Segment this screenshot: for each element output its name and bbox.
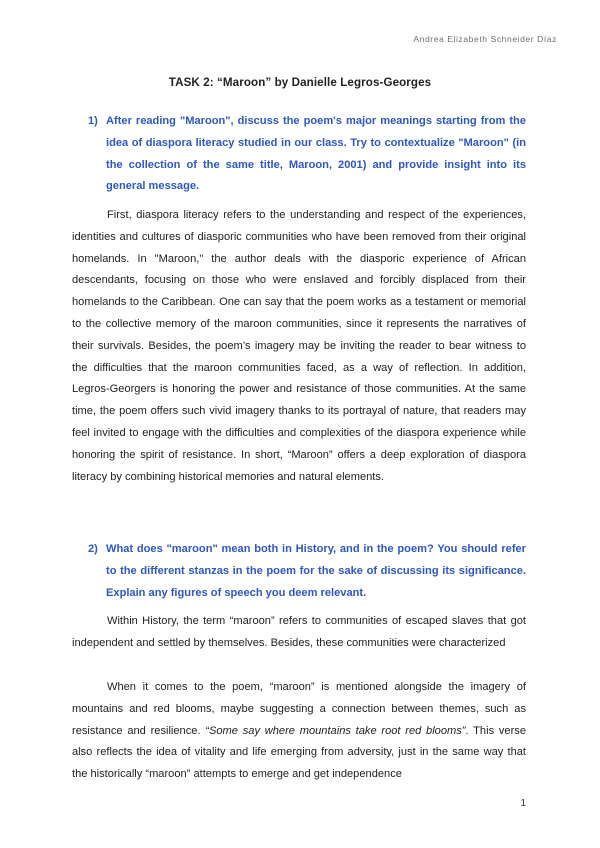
question-1 bbox=[88, 111, 526, 198]
header-author: Andrea Elizabeth Schneider Díaz bbox=[413, 34, 557, 44]
answer-2-quote: “Some say where mountains take root red blooms” bbox=[205, 724, 466, 737]
question-2-text: What does "maroon" mean both in History, and in the poem? You should refer to the different stanzas in the poem for the sake of discussing its significance. Explain any figures of speech you deem relevant. bbox=[106, 543, 526, 599]
answer-2-text-before-quote: When it comes to the poem, “maroon” is mentioned alongside the imagery of mountains and red blooms, maybe suggesting a connection between themes, such as resistance and resilience. bbox=[72, 681, 526, 737]
answer-2-paragraph-2 bbox=[72, 677, 526, 786]
answer-1-paragraph: First, diaspora literacy refers to the understanding and respect of the experiences, identities and cultures of diasporic communities who have been removed from their original homelands. In "Maroon," the author deals with the diasporic experience of African descendants, focusing on those who were enslaved and forcibly displaced from their homelands to the Caribbean. One can say that the poem works as a testament or memorial to the collective memory of the maroon communities, since it represents the narratives of their survivals. Besides, the poem’s imagery may be inviting the reader to bear witness to the difficulties that the maroon communities faced, as a way of reflection. In addition, Legros-Georgers is honoring the power and resistance of those communities. At the same time, the poem offers such vivid imagery thanks to its portrayal of nature, that readers may feel invited to engage with the difficulties and complexities of the diaspora experience while honoring the spirit of resistance. In short, “Maroon” offers a deep exploration of diaspora literacy by combining historical memories and natural elements. bbox=[72, 209, 526, 483]
question-2 bbox=[88, 539, 526, 604]
page-title: TASK 2: “Maroon” by Danielle Legros-Georges bbox=[168, 76, 432, 89]
answer-2-text-after-quote: . This verse also reflects the idea of vitality and life emerging from adversity, just in the same way that the historically “maroon” attempts to emerge and get independence bbox=[72, 724, 526, 781]
question-1-number: 1) bbox=[88, 115, 98, 127]
question-2-number: 2) bbox=[88, 543, 98, 555]
question-1-text: After reading "Maroon", discuss the poem's major meanings starting from the idea of diaspora literacy studied in our class. Try to contextualize "Maroon" (in the collection of the same title, Maroon, 2001) and provide insight into its general message. bbox=[106, 115, 526, 193]
answer-2-paragraph-1: Within History, the term “maroon” refers to communities of escaped slaves that got independent and settled by themselves. Besides, these communities were characterized bbox=[72, 615, 526, 649]
page-number: 1 bbox=[520, 798, 526, 809]
